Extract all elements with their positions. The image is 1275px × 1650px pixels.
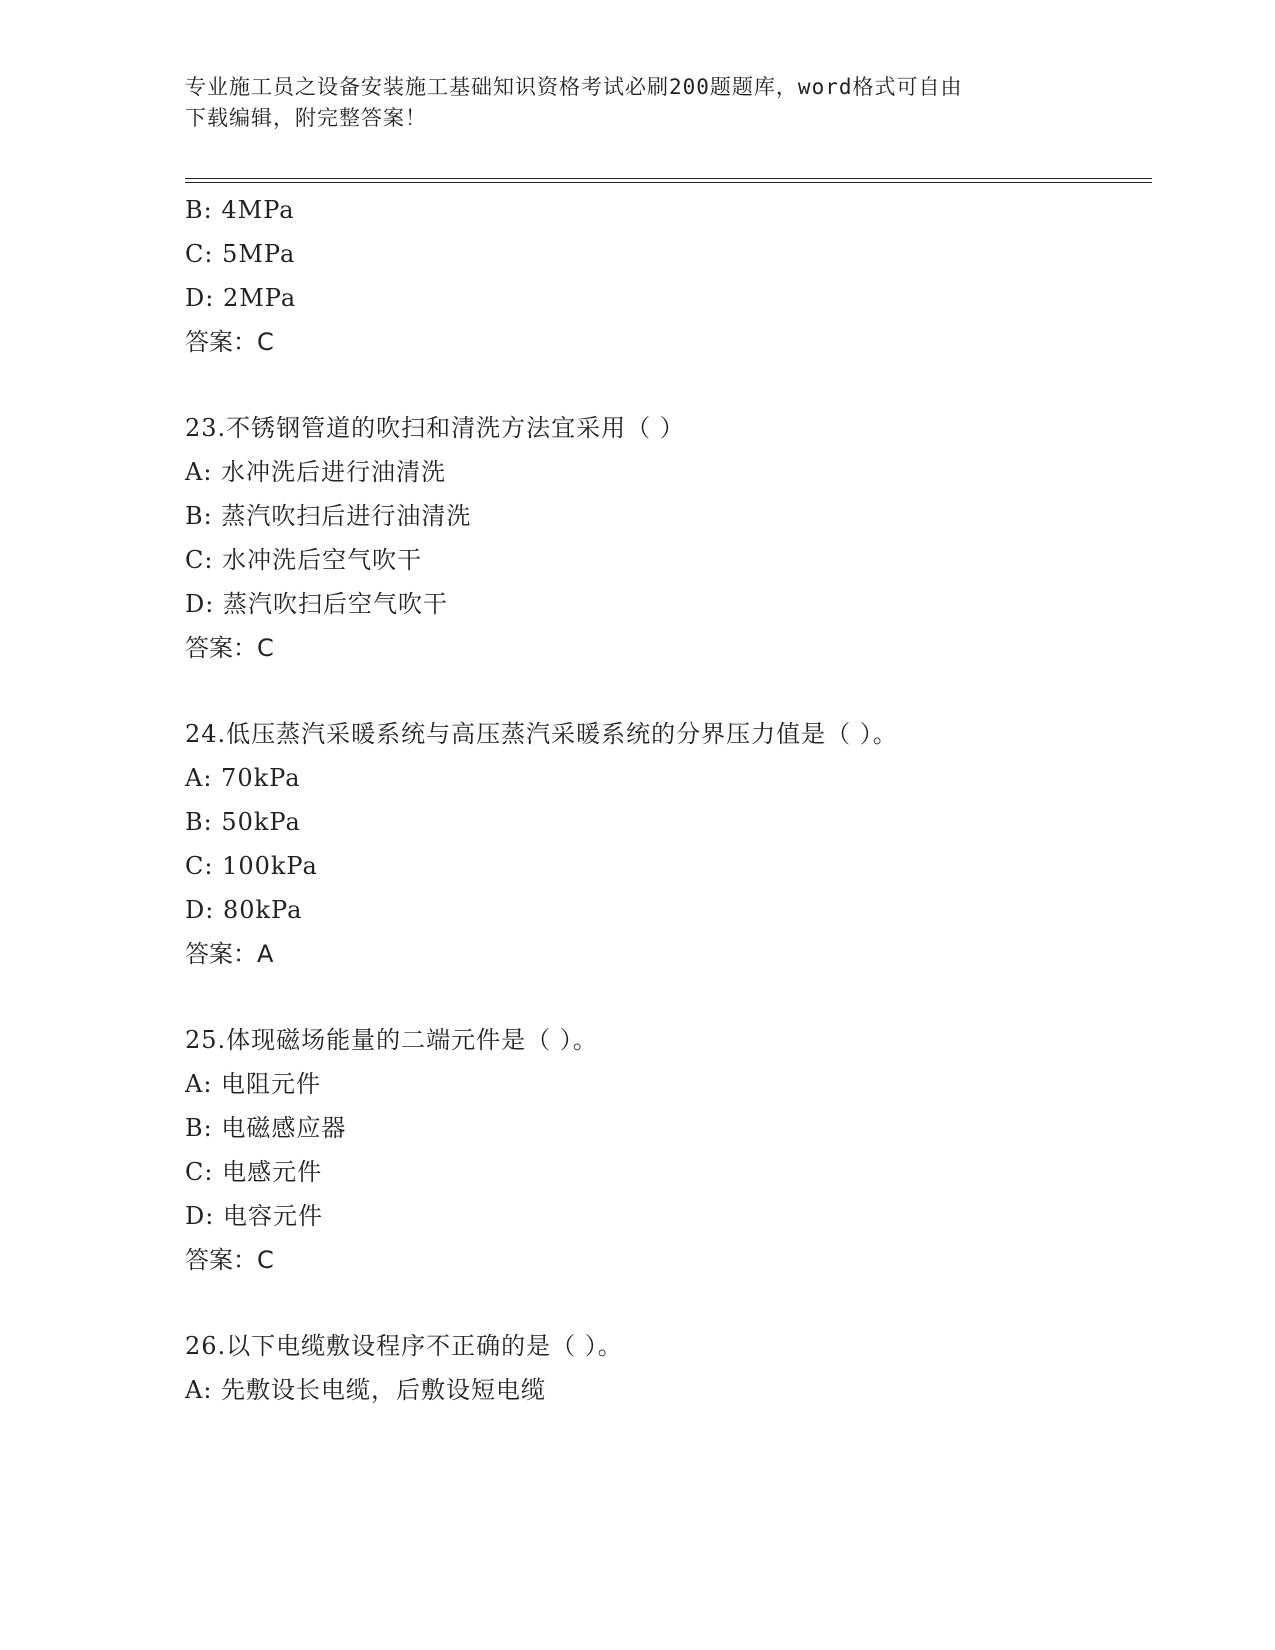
q24-question: 24.低压蒸汽采暖系统与高压蒸汽采暖系统的分界压力值是（ ）。 <box>185 720 898 748</box>
q23-option-c: C: 水冲洗后空气吹干 <box>185 546 423 574</box>
q24-option-c: C: 100kPa <box>185 852 318 880</box>
q24-option-b: B: 50kPa <box>185 808 301 836</box>
q22-option-c: C: 5MPa <box>185 240 296 268</box>
q25-option-d: D: 电容元件 <box>185 1202 323 1230</box>
header-line-2: 下载编辑，附完整答案！ <box>185 106 427 130</box>
q22-option-d: D: 2MPa <box>185 284 297 312</box>
document-header <box>185 72 1085 134</box>
q25-question: 25.体现磁场能量的二端元件是（ ）。 <box>185 1026 598 1054</box>
header-divider-top <box>185 178 1152 179</box>
q24-option-d: D: 80kPa <box>185 896 303 924</box>
q23-option-a: A: 水冲洗后进行油清洗 <box>185 458 447 486</box>
q23-answer: 答案：C <box>185 634 274 662</box>
q25-answer: 答案：C <box>185 1246 274 1274</box>
header-line-1: 专业施工员之设备安装施工基础知识资格考试必刷200题题库，word格式可自由 <box>185 75 963 99</box>
q24-option-a: A: 70kPa <box>185 764 301 792</box>
q26-option-a: A: 先敷设长电缆，后敷设短电缆 <box>185 1376 547 1404</box>
q22-option-b: B: 4MPa <box>185 196 295 224</box>
q25-option-a: A: 电阻元件 <box>185 1070 322 1098</box>
q25-option-c: C: 电感元件 <box>185 1158 323 1186</box>
q23-question: 23.不锈钢管道的吹扫和清洗方法宜采用（ ） <box>185 414 685 442</box>
q23-option-d: D: 蒸汽吹扫后空气吹干 <box>185 590 448 618</box>
header-divider-bottom <box>185 182 1152 183</box>
q24-answer: 答案：A <box>185 940 274 968</box>
q25-option-b: B: 电磁感应器 <box>185 1114 347 1142</box>
q26-question: 26.以下电缆敷设程序不正确的是（ ）。 <box>185 1332 623 1360</box>
q22-answer: 答案：C <box>185 328 274 356</box>
q23-option-b: B: 蒸汽吹扫后进行油清洗 <box>185 502 472 530</box>
